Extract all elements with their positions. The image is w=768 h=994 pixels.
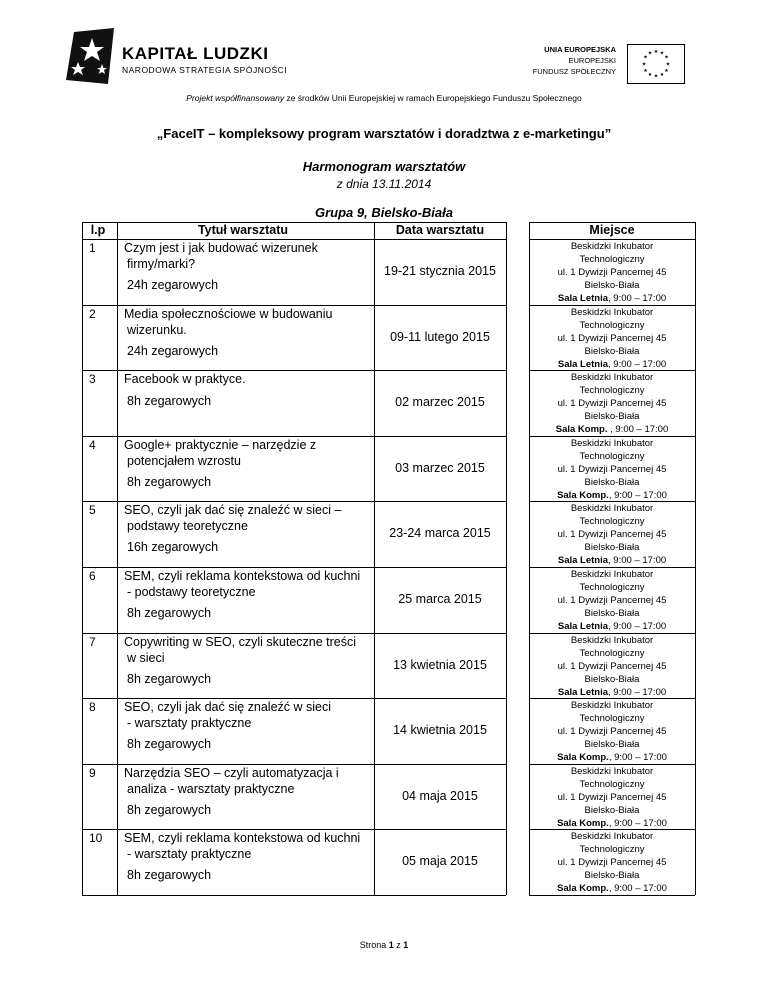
place-line3: ul. 1 Dywizji Pancernej 45 <box>557 791 667 803</box>
row-title-line2: - podstawy teoretyczne <box>127 585 256 599</box>
place-room: Sala Letnia <box>557 293 609 304</box>
row-place <box>529 306 695 371</box>
row-lp: 5 <box>89 503 96 518</box>
row-date: 19-21 stycznia 2015 <box>384 264 496 278</box>
place-line3: ul. 1 Dywizji Pancernej 45 <box>557 463 667 475</box>
row-place <box>529 437 695 502</box>
row-title-line1: SEM, czyli reklama kontekstowa od kuchni <box>124 831 361 846</box>
place-room: Sala Komp. <box>557 883 609 895</box>
place-line4: Bielsko-Biała <box>584 804 640 816</box>
row-title-line1: Google+ praktycznie – narzędzie z <box>124 437 317 452</box>
place-room-time <box>529 751 695 764</box>
schedule-title: Harmonogram warsztatów <box>302 159 466 174</box>
place-time: , 9:00 – 17:00 <box>608 621 667 632</box>
place-line4: Bielsko-Biała <box>584 673 640 685</box>
svg-text:★: ★ <box>659 72 665 78</box>
place-line2: Technologiczny <box>579 385 645 397</box>
row-lp: 10 <box>89 831 103 846</box>
svg-text:★: ★ <box>664 54 669 61</box>
row-title-line2: - warsztaty praktyczne <box>127 847 252 862</box>
place-room: Sala Letnia <box>557 621 609 632</box>
row-hours: 16h zegarowych <box>127 540 219 555</box>
grid-vline <box>506 222 507 895</box>
row-lp: 2 <box>89 306 96 321</box>
place-line2: Technologiczny <box>579 450 645 462</box>
row-title-line1: Media społecznościowe w budowaniu <box>124 306 333 321</box>
place-line2: Technologiczny <box>579 844 645 856</box>
place-line1: Beskidzki Inkubator <box>570 241 654 252</box>
row-title-line2: w sieci <box>127 650 165 665</box>
row-lp: 4 <box>89 437 96 452</box>
group-title: Grupa 9, Bielsko-Biała <box>315 205 453 220</box>
place-room: Sala Komp. <box>557 489 609 501</box>
svg-text:★: ★ <box>641 61 647 68</box>
place-time: , 9:00 – 17:00 <box>608 752 667 764</box>
place-line4: Bielsko-Biała <box>584 280 640 291</box>
row-hours: 8h zegarowych <box>127 394 212 409</box>
place-room-time <box>529 423 695 436</box>
row-date: 09-11 lutego 2015 <box>390 329 490 344</box>
svg-text:★: ★ <box>647 72 653 78</box>
row-title-line1: SEM, czyli reklama kontekstowa od kuchni <box>124 569 361 583</box>
place-time: , 9:00 – 17:00 <box>608 489 667 501</box>
place-room-time <box>529 817 695 830</box>
svg-text:★: ★ <box>653 49 659 55</box>
row-place <box>529 568 695 633</box>
header-place: Miejsce <box>589 223 635 237</box>
place-line3: ul. 1 Dywizji Pancernej 45 <box>557 398 667 410</box>
kapital-ludzki-logo-icon <box>66 28 116 86</box>
svg-text:★: ★ <box>664 68 669 74</box>
place-time: , 9:00 – 17:00 <box>608 686 667 698</box>
place-line2: Technologiczny <box>579 319 645 331</box>
place-line2: Technologiczny <box>579 582 645 593</box>
place-line2: Technologiczny <box>579 254 645 265</box>
header-date: Data warsztatu <box>395 223 485 237</box>
place-room: Sala Letnia <box>557 686 609 698</box>
grid-vline <box>117 222 118 895</box>
row-hours: 8h zegarowych <box>127 737 212 752</box>
place-line4: Bielsko-Biała <box>584 542 640 554</box>
page-footer <box>0 940 768 950</box>
place-line4: Bielsko-Biała <box>584 345 640 357</box>
row-hours: 8h zegarowych <box>127 474 212 489</box>
place-room: Sala Komp. <box>557 817 609 829</box>
row-title-line2: potencjałem wzrostu <box>127 453 241 468</box>
eu-flag-icon <box>627 44 685 84</box>
place-room-time <box>529 554 695 567</box>
row-hours: 24h zegarowych <box>127 278 219 292</box>
row-lp: 3 <box>89 372 96 387</box>
row-hours: 8h zegarowych <box>127 868 212 883</box>
grid-hline <box>82 222 506 223</box>
place-line3: ul. 1 Dywizji Pancernej 45 <box>557 595 667 606</box>
row-place <box>529 240 695 305</box>
row-lp: 8 <box>89 700 96 715</box>
footer-page: 1 <box>388 940 394 950</box>
row-place <box>529 699 695 764</box>
place-line1: Beskidzki Inkubator <box>570 569 654 580</box>
svg-text:★: ★ <box>653 73 659 80</box>
ue-label <box>500 44 616 77</box>
place-line1: Beskidzki Inkubator <box>570 503 654 515</box>
place-room: Sala Letnia <box>557 555 609 567</box>
place-room-time <box>529 620 695 633</box>
place-time: , 9:00 – 17:00 <box>608 883 667 895</box>
place-room: Sala Komp. <box>555 424 608 436</box>
ue-line2: EUROPEJSKI <box>568 56 616 65</box>
place-room: Sala Letnia <box>557 358 609 370</box>
row-date: 03 marzec 2015 <box>395 460 485 475</box>
place-room-time <box>529 686 695 699</box>
place-line3: ul. 1 Dywizji Pancernej 45 <box>557 857 667 869</box>
place-room-time <box>529 292 695 305</box>
ue-line1: UNIA EUROPEJSKA <box>544 45 616 54</box>
grid-vline <box>695 222 696 895</box>
place-line2: Technologiczny <box>579 778 645 790</box>
place-room-time <box>529 882 695 895</box>
place-line2: Technologiczny <box>579 647 645 659</box>
schedule-date: z dnia 13.11.2014 <box>336 177 432 191</box>
row-title-line2: analiza - warsztaty praktyczne <box>127 781 295 796</box>
row-title-line1: SEO, czyli jak dać się znaleźć w sieci – <box>124 503 342 518</box>
place-line1: Beskidzki Inkubator <box>570 700 654 712</box>
row-place <box>529 830 695 895</box>
ue-line3: FUNDUSZ SPOŁECZNY <box>532 67 616 76</box>
place-line4: Bielsko-Biała <box>584 411 640 423</box>
row-title-line1: Facebook w praktyce. <box>124 372 246 387</box>
row-title-line2: - warsztaty praktyczne <box>127 716 252 731</box>
place-line4: Bielsko-Biała <box>584 608 640 619</box>
place-time: , 9:00 – 17:00 <box>608 293 667 304</box>
place-line1: Beskidzki Inkubator <box>570 634 654 646</box>
row-date: 13 kwietnia 2015 <box>393 657 487 672</box>
row-date: 23-24 marca 2015 <box>389 526 491 541</box>
grid-hline <box>82 895 506 896</box>
place-time: , 9:00 – 17:00 <box>608 555 667 567</box>
row-hours: 8h zegarowych <box>127 802 212 817</box>
header-lp: l.p <box>90 223 106 237</box>
row-date: 14 kwietnia 2015 <box>393 723 487 738</box>
row-date: 05 maja 2015 <box>402 854 478 869</box>
grid-vline <box>82 222 83 895</box>
place-line4: Bielsko-Biała <box>584 739 640 751</box>
row-place <box>529 634 695 699</box>
place-time: , 9:00 – 17:00 <box>607 424 669 436</box>
footer-prefix: Strona <box>359 940 389 950</box>
row-place <box>529 502 695 567</box>
row-place <box>529 765 695 830</box>
place-room: Sala Komp. <box>557 752 609 764</box>
place-line2: Technologiczny <box>579 516 645 528</box>
place-line2: Technologiczny <box>579 713 645 725</box>
row-date: 25 marca 2015 <box>398 592 482 606</box>
row-lp: 1 <box>89 241 96 255</box>
row-place <box>529 371 695 436</box>
grid-hline <box>529 222 695 223</box>
row-title-line2: podstawy teoretyczne <box>127 519 248 534</box>
row-lp: 7 <box>89 634 96 649</box>
row-title-line2: wizerunku. <box>127 322 187 337</box>
project-title: „FaceIT – kompleksowy program warsztatów i doradztwa z e-marketingu” <box>156 126 612 141</box>
row-hours: 8h zegarowych <box>127 671 212 686</box>
row-lp: 9 <box>89 765 96 780</box>
place-line1: Beskidzki Inkubator <box>570 831 654 843</box>
place-line3: ul. 1 Dywizji Pancernej 45 <box>557 726 667 738</box>
cofinancing-italic: Projekt współfinansowany <box>186 93 285 103</box>
place-line4: Bielsko-Biała <box>584 870 640 882</box>
svg-text:★: ★ <box>643 68 648 74</box>
row-date: 02 marzec 2015 <box>395 395 485 410</box>
place-line3: ul. 1 Dywizji Pancernej 45 <box>557 267 667 278</box>
kl-title: KAPITAŁ LUDZKI <box>122 44 269 63</box>
footer-total: 1 <box>403 940 409 950</box>
row-lp: 6 <box>89 569 96 583</box>
place-line3: ul. 1 Dywizji Pancernej 45 <box>557 332 667 344</box>
row-title-line2: firmy/marki? <box>127 257 196 271</box>
place-line1: Beskidzki Inkubator <box>570 372 654 384</box>
place-line1: Beskidzki Inkubator <box>570 437 654 449</box>
place-line3: ul. 1 Dywizji Pancernej 45 <box>557 529 667 541</box>
row-title-line1: Czym jest i jak budować wizerunek <box>124 241 318 255</box>
place-line1: Beskidzki Inkubator <box>570 765 654 777</box>
row-hours: 8h zegarowych <box>127 606 212 620</box>
cofinancing-note <box>0 93 768 103</box>
place-time: , 9:00 – 17:00 <box>608 817 667 829</box>
row-title-line1: Copywriting w SEO, czyli skuteczne treści <box>124 634 357 649</box>
place-line1: Beskidzki Inkubator <box>570 306 654 318</box>
kl-subtitle: NARODOWA STRATEGIA SPÓJNOŚCI <box>122 65 288 75</box>
svg-text:★: ★ <box>647 50 653 57</box>
svg-text:★: ★ <box>665 61 671 68</box>
place-line4: Bielsko-Biała <box>584 476 640 488</box>
svg-text:★: ★ <box>659 50 665 57</box>
place-line3: ul. 1 Dywizji Pancernej 45 <box>557 660 667 672</box>
row-title-line1: SEO, czyli jak dać się znaleźć w sieci <box>124 700 332 715</box>
svg-text:★: ★ <box>643 54 648 61</box>
cofinancing-rest: ze środków Unii Europejskiej w ramach Europejskiego Funduszu Społecznego <box>284 93 582 103</box>
row-title-line1: Narzędzia SEO – czyli automatyzacja i <box>124 765 339 780</box>
footer-mid: z <box>393 940 404 950</box>
row-date: 04 maja 2015 <box>402 788 478 803</box>
place-time: , 9:00 – 17:00 <box>608 358 667 370</box>
place-room-time <box>529 358 695 371</box>
place-room-time <box>529 489 695 502</box>
row-hours: 24h zegarowych <box>127 343 219 358</box>
header-title: Tytuł warsztatu <box>197 223 289 237</box>
